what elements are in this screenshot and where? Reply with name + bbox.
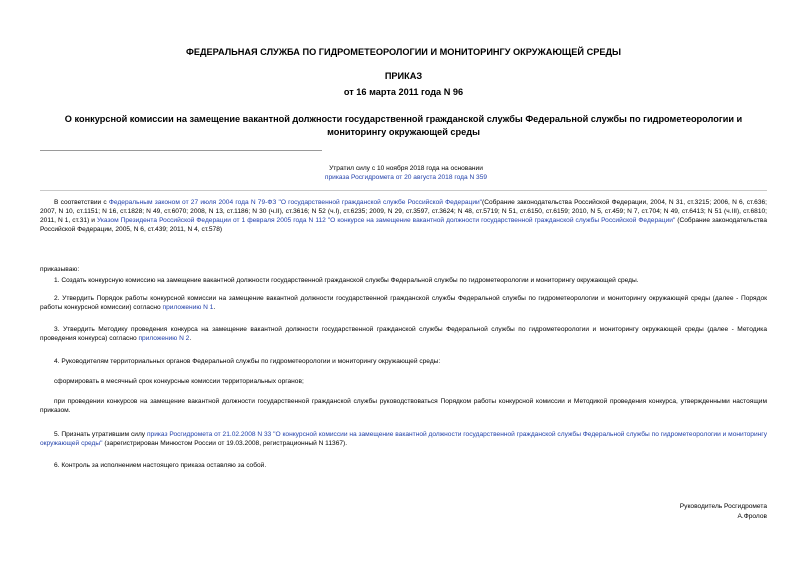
status-note-link-line <box>240 173 572 182</box>
signatory-name: А.Фролов <box>737 513 767 520</box>
item-2-text: 2. Утвердить Порядок работы конкурсной комиссии на замещение вакантной должности государственной гражданской службы Федеральной службы по гидрометеорологии и мониторингу окружающей среды (далее - Порядок работы конкурсной комиссии) согласно <box>40 295 767 312</box>
item-2: 2. Утвердить Порядок работы конкурсной комиссии на замещение вакантной должности государственной гражданской службы Федеральной службы по гидрометеорологии и мониторингу окружающей среды (далее - Порядок работы конкурсной комиссии) согласно приложению N 1. <box>40 295 767 312</box>
appendix-1-link[interactable]: приложению N 1 <box>162 304 214 312</box>
document-date: от 16 марта 2011 года N 96 <box>343 87 464 97</box>
presidential-decree-link[interactable]: Указом Президента Российской Федерации от 1 февраля 2005 года N 112 "О конкурсе на замещение вакантной должности государственной гражданской службы Российской Федерации" <box>96 217 676 225</box>
item-5-tail: (зарегистрирован Минюстом России от 19.03.2008, регистрационный N 11367). <box>102 440 348 448</box>
item-1: 1. Создать конкурсную комиссию на замещение вакантной должности государственной гражданской службы Федеральной службы по гидрометеорологии и мониторингу окружающей среды. <box>54 277 639 284</box>
basis-paragraph <box>40 198 767 234</box>
basis-text-3: (Собрание законодательства Российской Федерации, 2005, N 6, ст.439; 2011, N 4, ст.578) <box>40 217 767 234</box>
item-4-subitem-1: сформировать в месячный срок конкурсные комиссии территориальных органов; <box>54 378 304 385</box>
item-6: 6. Контроль за исполнением настоящего приказа оставляю за собой. <box>54 462 267 469</box>
item-3-text: 3. Утвердить Методику проведения конкурса на замещение вакантной должности государственной гражданской службы Федеральной службы по гидрометеорологии и мониторингу окружающей среды (далее - Методика проведения конкурса) согласно <box>40 326 767 343</box>
signatory-position: Руководитель Росгидромета <box>679 503 767 510</box>
basis-text-2: (Собрание законодательства Российской Федерации, 2004, N 31, ст.3215; 2006, N 6, ст.636; 2007, N 10, ст.1151; N 16, ст.1828; N 49, ст.6070; 2008, N 13, ст.1186; N 30 (ч.II), ст.3616; N 52 (ч.I), ст.6235; 2009, N 29, ст.3597, ст.3624; N 48, ст.5719; N 51, ст.6150, ст.6159; 2010, N 5, ст.459; N 7, ст.704; N 49, ст.6413; N 51 (ч.III), ст.6810; 2011, N 1, ст.31) и <box>40 199 768 225</box>
document-title: О конкурсной комиссии на замещение вакантной должности государственной гражданской службы Федеральной службы по гидрометеорологии и мониторингу окружающей среды <box>64 114 743 137</box>
appendix-2-link[interactable]: приложению N 2 <box>138 335 190 343</box>
item-3: 3. Утвердить Методику проведения конкурса на замещение вакантной должности государственной гражданской службы Федеральной службы по гидрометеорологии и мониторингу окружающей среды (далее - Методика проведения конкурса) согласно приложению N 2. <box>40 326 767 343</box>
item-4-subitem-2: при проведении конкурсов на замещение вакантной должности государственной гражданской службы руководствоваться Порядком работы конкурсной комиссии и Методикой проведения конкурса, утвержденными настоящим приказом. <box>40 398 767 415</box>
repeal-order-link[interactable]: приказа Росгидромета от 20 августа 2018 года N 359 <box>324 174 488 181</box>
federal-law-link[interactable]: Федеральным законом от 27 июля 2004 года N 79-ФЗ "О государственной гражданской службе Российской Федерации" <box>108 199 483 206</box>
repealed-order-link[interactable]: приказ Росгидромета от 21.02.2008 N 33 "О конкурсной комиссии на замещение вакантной должности государственной гражданской службы Федеральной службы по гидрометеорологии и мониторингу окружающей среды" <box>40 431 767 448</box>
order-word: приказываю: <box>40 266 80 273</box>
item-5 <box>40 430 767 448</box>
basis-text-1: В соответствии с <box>54 199 109 206</box>
status-note: Утратил силу с 10 ноября 2018 года на основании <box>329 165 483 172</box>
header-divider <box>40 190 767 191</box>
agency-name: ФЕДЕРАЛЬНАЯ СЛУЖБА ПО ГИДРОМЕТЕОРОЛОГИИ И МОНИТОРИНГУ ОКРУЖАЮЩЕЙ СРЕДЫ <box>186 47 621 57</box>
document-type: ПРИКАЗ <box>384 71 423 81</box>
item-5-text: 5. Признать утратившим силу <box>54 431 147 438</box>
item-4: 4. Руководителям территориальных органов Федеральной службы по гидрометеорологии и мониторингу окружающей среды: <box>54 358 441 365</box>
title-divider <box>40 150 322 151</box>
